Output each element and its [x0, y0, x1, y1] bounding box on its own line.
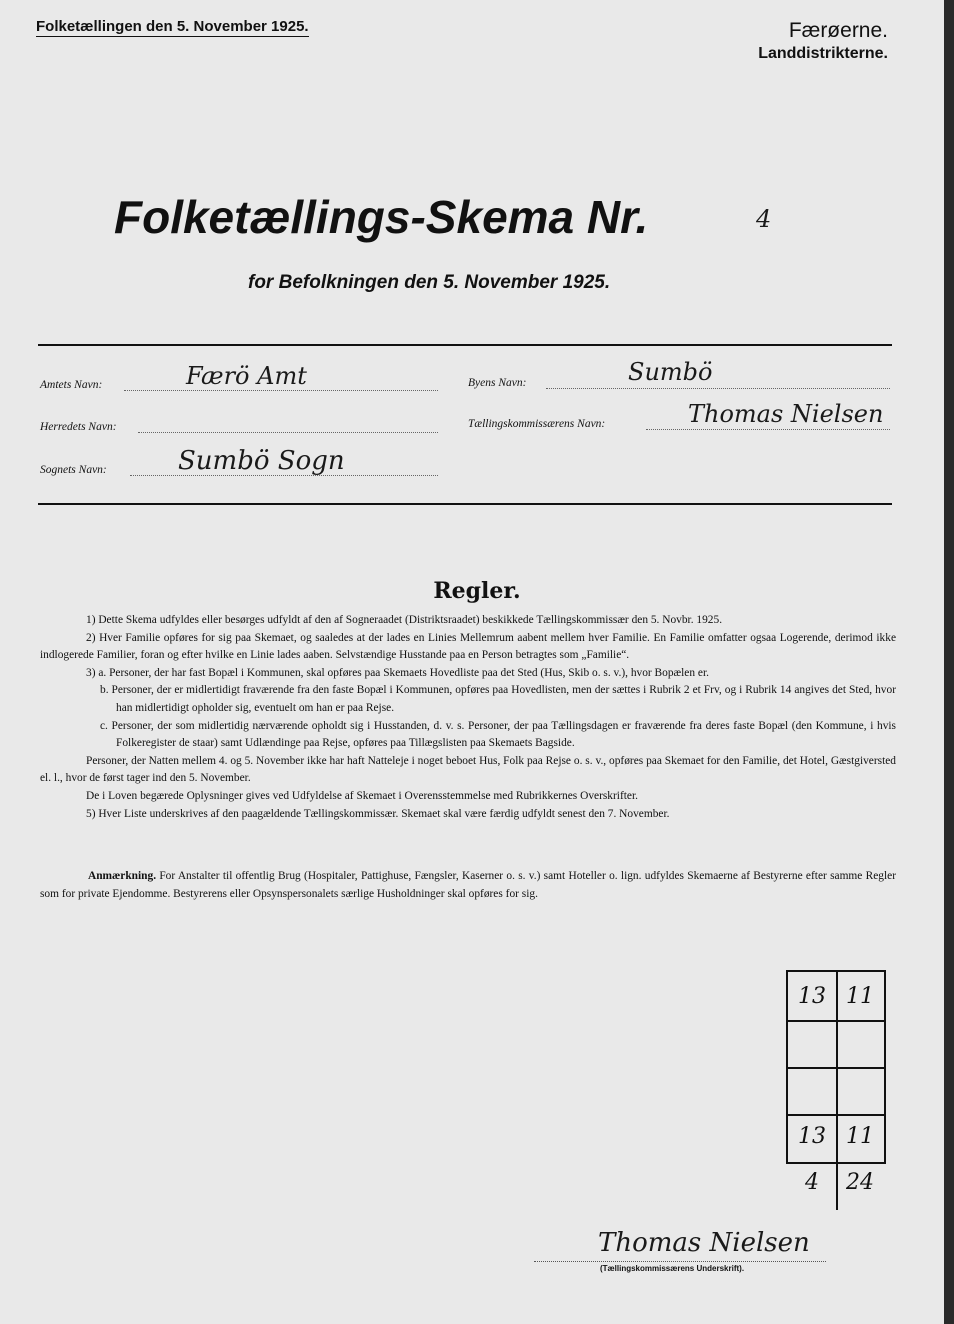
- page-edge: [944, 0, 954, 1324]
- tally-r1-c1: 13: [798, 984, 826, 1009]
- tally-total-c2: 11: [846, 1124, 874, 1149]
- rules-text: [40, 612, 896, 823]
- rule-3b: b. Personer, der er midlertidigt fraværende fra den faste Bopæl i Kommunen, opføres paa Hovedlisten, men der sættes i Rubrik 2 et Frv, og i Rubrik 14 angives det Sted, hvor han midlertidigt opholder sig, eventuelt om han er paa Rejse.: [100, 684, 896, 714]
- kommissaer-line: [646, 429, 890, 430]
- region-header: [758, 18, 888, 64]
- by-line: [546, 388, 890, 389]
- sogn-label: Sognets Navn:: [40, 464, 107, 476]
- kommissaer-value: Thomas Nielsen: [688, 400, 884, 428]
- tally-row-line: [788, 1067, 884, 1069]
- by-value: Sumbö: [628, 358, 713, 386]
- rule-3c: c. Personer, der som midlertidig nærværende opholdt sig i Husstanden, d. v. s. Personer, der paa Tællingsdagen er fraværende fra deres faste Bopæl (den Kommune, i hvis Folkeregister de staar) samt Udlændinge paa Rejse, opføres paa Tillægslisten paa Skemaets Bagside.: [100, 719, 896, 750]
- signature: Thomas Nielsen: [598, 1228, 810, 1258]
- herred-label: Herredets Navn:: [40, 421, 117, 433]
- amt-line: [124, 390, 438, 391]
- district-label: Landdistrikterne.: [758, 45, 888, 62]
- anmaerkning-label: Anmærkning.: [88, 870, 157, 882]
- rule-4b: De i Loven begærede Oplysninger gives ved Udfyldelse af Skemaet i Overensstemmelse med Rubrikkernes Overskrifter.: [86, 789, 638, 802]
- tally-row-line: [788, 1114, 884, 1116]
- by-label: Byens Navn:: [468, 377, 527, 389]
- sogn-value: Sumbö Sogn: [178, 446, 345, 476]
- rules-title: Regler.: [433, 578, 521, 604]
- rule-4: Personer, der Natten mellem 4. og 5. November ikke har haft Natteleje i noget beboet Hus, Folk paa Rejse o. s. v., opføres paa Skemaet for den Familie, det Hotel, Gæstgiversted el. l., hvor de først tager ind den 5. November.: [40, 754, 896, 785]
- country-label: Færøerne.: [788, 19, 888, 42]
- amt-label: Amtets Navn:: [40, 379, 103, 391]
- amt-value: Færö Amt: [186, 362, 307, 390]
- census-date-header: Folketællingen den 5. November 1925.: [36, 18, 309, 35]
- rule-3a: 3) a. Personer, der har fast Bopæl i Kommunen, skal opføres paa Skemaets Hovedliste paa det Sted (Hus, Skib o. s. v.), hvor Bopælen er.: [86, 666, 709, 679]
- tally-r1-c2: 11: [846, 984, 874, 1009]
- tally-total-c1: 13: [798, 1124, 826, 1149]
- rule-1: 1) Dette Skema udfyldes eller besørges udfyldt af den af Sogneraadet (Distriktsraadet) beskikkede Tællingskommissær den 5. Novbr. 1925.: [86, 614, 723, 626]
- herred-line: [138, 432, 438, 433]
- anmaerkning: [40, 867, 896, 903]
- form-subtitle: for Befolkningen den 5. November 1925.: [248, 272, 611, 293]
- bottom-rule: [38, 503, 892, 505]
- tally-below-c1: 4: [805, 1170, 819, 1195]
- top-rule: [38, 344, 892, 346]
- rule-5: 5) Hver Liste underskrives af den paagældende Tællingskommissær. Skemaet skal være færdig udfyldt senest den 7. November.: [86, 807, 670, 820]
- signature-caption: (Tællingskommissærens Underskrift).: [600, 1264, 745, 1273]
- tally-row-line: [788, 1020, 884, 1022]
- rule-2: 2) Hver Familie opføres for sig paa Skemaet, og saaledes at der lades en Linies Mellemrum aabent mellem hver Familie. En Familie omfatter ogsaa Logerende, derimod ikke indlogerede Familier, foran og efter hvilke en Linie lades aaben. Selvstændige Husstande paa en Person betragtes som „Familie“.: [40, 631, 896, 662]
- tally-grid: [786, 970, 886, 1195]
- form-number: 4: [756, 205, 772, 233]
- signature-line: [534, 1261, 826, 1262]
- kommissaer-label: Tællingskommissærens Navn:: [468, 418, 606, 430]
- tally-below-c2: 24: [846, 1170, 874, 1195]
- form-title: Folketællings-Skema Nr.: [114, 191, 649, 243]
- anmaerkning-text: For Anstalter til offentlig Brug (Hospitaler, Pattighuse, Fængsler, Kaserner o. s. v.) samt Hoteller o. lign. udfyldes Skemaerne af Bestyrerne efter samme Regler som for private Ejendomme. Bestyrerens eller Opsynspersonalets særlige Husholdninger skal opføres for sig.: [40, 870, 896, 900]
